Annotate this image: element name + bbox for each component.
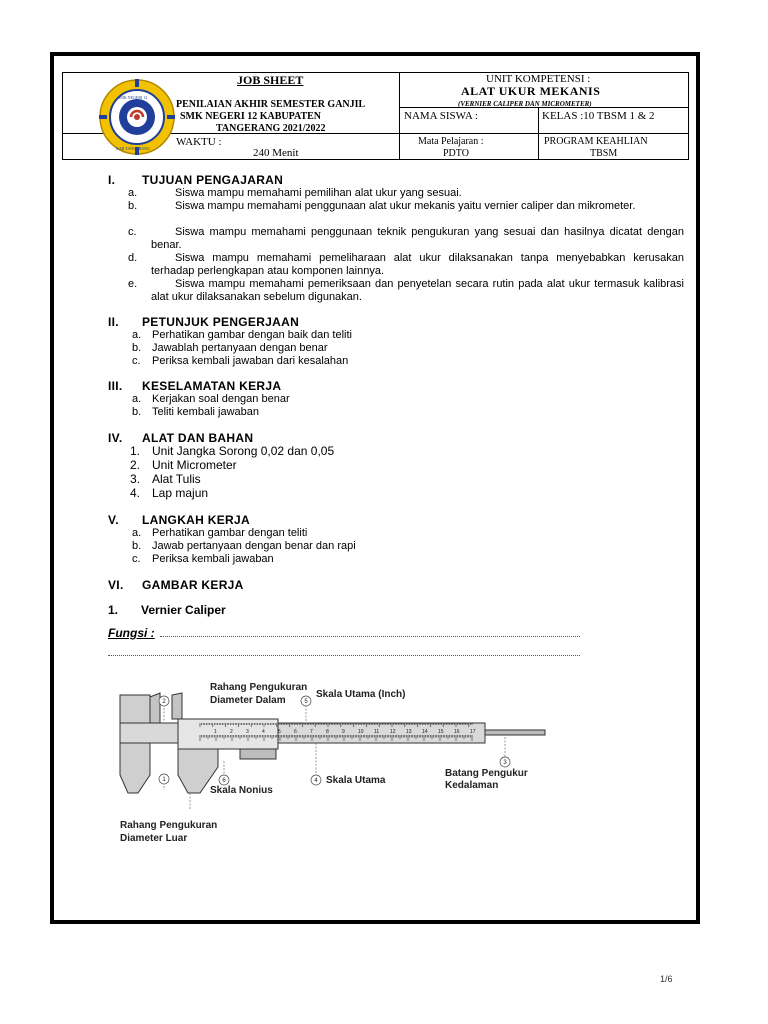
list-item: 4.	[130, 486, 141, 500]
section-gambar: VI. GAMBAR KERJA	[108, 578, 244, 592]
scale-number: 10	[358, 729, 364, 735]
scale-number: 9	[342, 729, 345, 735]
city-year: TANGERANG 2021/2022	[216, 123, 326, 134]
list-item: e.	[128, 278, 138, 290]
fungsi-label: Fungsi :	[108, 626, 155, 640]
callout-3: 3	[503, 760, 507, 766]
unit-title: ALAT UKUR MEKANIS	[461, 84, 601, 98]
logo-text-top: SMK NEGERI 12	[118, 95, 148, 100]
list-item: b.	[128, 200, 138, 212]
sub-title: Vernier Caliper	[141, 603, 226, 617]
section-petunjuk: II. PETUNJUK PENGERJAAN	[108, 315, 300, 329]
nama-siswa-label: NAMA SISWA :	[404, 110, 478, 122]
tujuan-item-e: Siswa mampu memahami pemeriksaan dan penyetelan secara rutin pada alat ukur termasuk kalibrasi alat ukur dilaksanakan sebelum digunakan.	[151, 278, 684, 303]
callout-6: 6	[222, 778, 226, 784]
exam-title: PENILAIAN AKHIR SEMESTER GANJIL	[176, 99, 366, 110]
scale-number: 12	[390, 729, 396, 735]
scale-number: 14	[422, 729, 428, 735]
scale-number: 2	[230, 729, 233, 735]
section-alat: IV. ALAT DAN BAHAN	[108, 431, 254, 445]
list-item: 1.	[130, 444, 141, 458]
petunjuk-item-b: Jawablah pertanyaan dengan benar	[152, 342, 328, 354]
list-item: a.	[132, 329, 142, 341]
scale-number: 4	[262, 729, 265, 735]
label-skala-utama: Skala Utama	[326, 775, 386, 786]
keselamatan-item-a: Kerjakan soal dengan benar	[152, 393, 290, 405]
alat-item-1: Unit Jangka Sorong 0,02 dan 0,05	[152, 444, 335, 458]
keselamatan-item-b: Teliti kembali jawaban	[152, 406, 259, 418]
unit-subtitle: (VERNIER CALIPER DAN MICROMETER)	[458, 100, 592, 108]
scale-number: 1	[214, 729, 217, 735]
kelas-label: KELAS :10 TBSM 1 & 2	[542, 110, 655, 122]
tujuan-item-a: Siswa mampu memahami pemilihan alat ukur yang sesuai.	[175, 187, 462, 199]
list-item: b.	[132, 540, 142, 552]
callout-1: 1	[162, 777, 166, 783]
waktu-label: WAKTU :	[176, 136, 222, 148]
unit-kompetensi-label: UNIT KOMPETENSI :	[486, 73, 591, 85]
answer-line-1[interactable]	[160, 636, 580, 637]
alat-item-2: Unit Micrometer	[152, 458, 237, 472]
scale-number: 15	[438, 729, 444, 735]
scale-number: 11	[374, 729, 380, 735]
callout-4: 4	[314, 778, 318, 784]
scale-number: 3	[246, 729, 249, 735]
vernier-caliper-diagram	[100, 675, 560, 850]
langkah-item-c: Periksa kembali jawaban	[152, 553, 274, 565]
scale-number: 13	[406, 729, 412, 735]
scale-number: 8	[326, 729, 329, 735]
alat-item-4: Lap majun	[152, 486, 209, 500]
section-tujuan: I. TUJUAN PENGAJARAN	[108, 173, 284, 187]
list-item: 2.	[130, 458, 141, 472]
label-batang-1: Batang Pengukur	[445, 768, 528, 779]
label-rahang-luar-2: Diameter Luar	[120, 833, 188, 844]
job-sheet-title: JOB SHEET	[237, 73, 304, 87]
label-rahang-dalam-2: Diameter Dalam	[210, 695, 286, 706]
section-langkah: V. LANGKAH KERJA	[108, 513, 250, 527]
mata-pelajaran-label: Mata Pelajaran :	[418, 136, 484, 147]
page-number: 1/6	[660, 974, 673, 984]
scale-number: 16	[454, 729, 460, 735]
answer-line-2[interactable]	[108, 655, 580, 656]
list-item: c.	[132, 355, 141, 367]
scale-number: 7	[310, 729, 313, 735]
list-item: a.	[132, 393, 142, 405]
program-keahlian-value: TBSM	[590, 148, 618, 159]
scale-number: 17	[470, 729, 476, 735]
sub-number: 1.	[108, 603, 119, 617]
list-item: b.	[132, 406, 142, 418]
label-skala-inch: Skala Utama (Inch)	[316, 689, 406, 700]
list-item: c.	[132, 553, 141, 565]
callout-2: 2	[162, 699, 166, 705]
langkah-item-a: Perhatikan gambar dengan teliti	[152, 527, 308, 539]
tujuan-item-c: Siswa mampu memahami penggunaan teknik pengukuran yang sesuai dan hasilnya dicatat dengan benar.	[151, 226, 684, 251]
school-name: SMK NEGERI 12 KABUPATEN	[180, 111, 322, 122]
program-keahlian-label: PROGRAM KEAHLIAN	[544, 136, 648, 147]
list-item: c.	[128, 226, 137, 238]
scale-number: 5	[278, 729, 281, 735]
logo-text-bottom: KAB TANGERANG	[116, 146, 150, 151]
scale-number: 6	[294, 729, 297, 735]
tujuan-item-d: Siswa mampu memahami pemeliharaan alat ukur dilaksanakan tanpa menyebabkan kerusakan terhadap perlengkapan atau komponen lainnya.	[151, 252, 684, 277]
list-item: a.	[132, 527, 142, 539]
section-keselamatan: III. KESELAMATAN KERJA	[108, 379, 282, 393]
tujuan-item-b: Siswa mampu memahami penggunaan alat ukur mekanis yaitu vernier caliper dan mikrometer.	[175, 200, 636, 212]
label-rahang-dalam-1: Rahang Pengukuran	[210, 682, 308, 693]
list-item: d.	[128, 252, 138, 264]
label-rahang-luar-1: Rahang Pengukuran	[120, 820, 218, 831]
list-item: 3.	[130, 472, 141, 486]
callout-5: 5	[304, 699, 308, 705]
mata-pelajaran-value: PDTO	[443, 148, 469, 159]
label-batang-2: Kedalaman	[445, 780, 499, 791]
list-item: b.	[132, 342, 142, 354]
label-skala-nonius: Skala Nonius	[210, 785, 273, 796]
langkah-item-b: Jawab pertanyaan dengan benar dan rapi	[152, 540, 356, 552]
list-item: a.	[128, 187, 138, 199]
petunjuk-item-c: Periksa kembali jawaban dari kesalahan	[152, 355, 349, 367]
petunjuk-item-a: Perhatikan gambar dengan baik dan teliti	[152, 329, 352, 341]
waktu-value: 240 Menit	[253, 147, 299, 159]
alat-item-3: Alat Tulis	[152, 472, 201, 486]
